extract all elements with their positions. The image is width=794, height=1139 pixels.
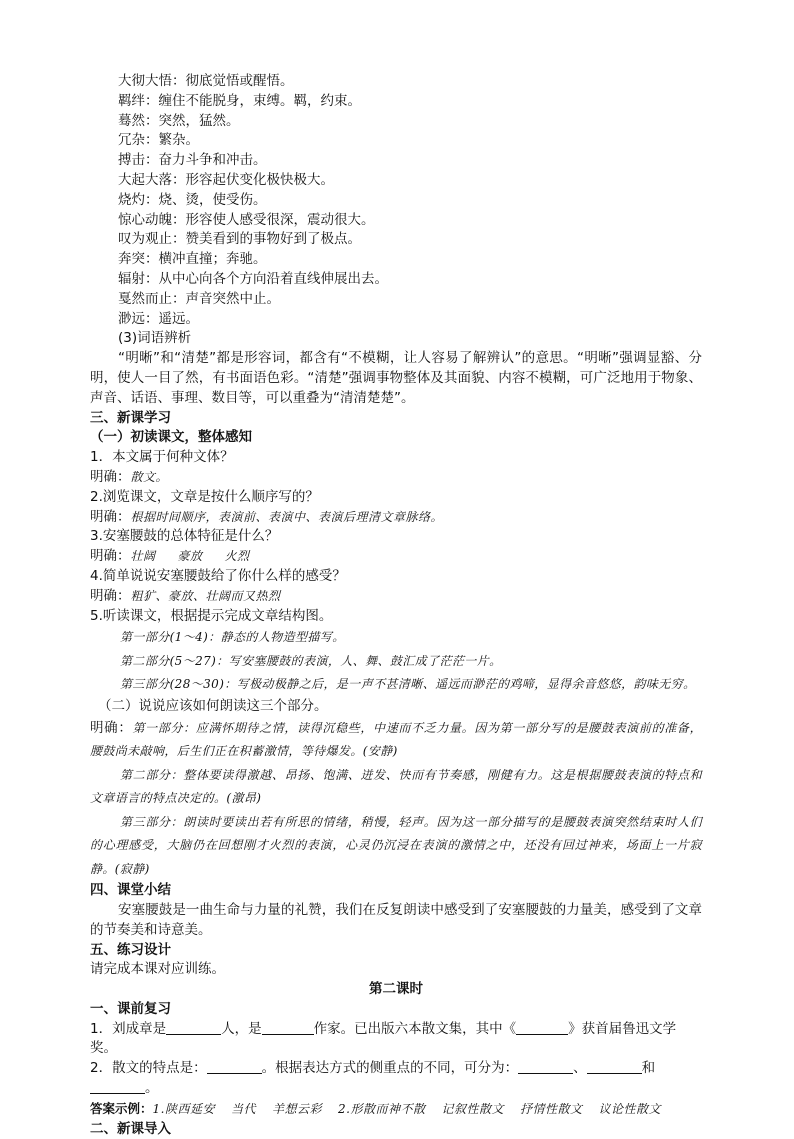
subsection-heading: （二）说说应该如何朗读这三个部分。 bbox=[98, 697, 328, 714]
summary-text: 安塞腰鼓是一曲生命与力量的礼赞，我们在反复朗读中感受到了安塞腰鼓的力量美，感受到了文章的节奏美和诗意美。 bbox=[90, 901, 702, 938]
answer bbox=[90, 587, 702, 607]
vocab-item: 冗杂：繁杂。 bbox=[118, 132, 199, 149]
fill-question-cont: 奖。 bbox=[90, 1040, 117, 1057]
answer-key: 答案示例：1.陕西延安 当代 羊想云彩 2.形散而神不散 记叙性散文 抒情性散文 议论性散文 bbox=[90, 1100, 661, 1116]
vocab-item: 辐射：从中心向各个方向沿着直线伸展出去。 bbox=[118, 270, 388, 287]
fill-question: 1．刘成章是 人，是 作家。已出版六本散文集，其中《 》获首届鲁迅文学 bbox=[90, 1020, 677, 1037]
section-heading: 三、新课学习 bbox=[90, 409, 171, 426]
question: 2.浏览课文，文章是按什么顺序写的？ bbox=[90, 488, 319, 505]
fill-blank bbox=[587, 1059, 642, 1074]
fill-blank bbox=[518, 1059, 573, 1074]
vocab-item: 大起大落：形容起伏变化极快极大。 bbox=[118, 171, 334, 188]
question: 4.简单说说安塞腰鼓给了你什么样的感受？ bbox=[90, 567, 346, 584]
practice-text: 请完成本课对应训练。 bbox=[90, 961, 225, 978]
vocab-item: 奔突：横冲直撞；奔驰。 bbox=[118, 251, 267, 268]
structure-part: 第一部分(1～4)：静态的人物造型描写。 bbox=[120, 630, 345, 645]
structure-part: 第三部分(28～30)：写极动极静之后，是一声不甚清晰、遥远而渺茫的鸡啼，显得余音悠悠，韵味无穷。 bbox=[120, 677, 696, 692]
section-heading: 四、课堂小结 bbox=[90, 882, 171, 899]
vocab-item: 烧灼：烧、烫，使受伤。 bbox=[118, 191, 267, 208]
reading-part: 第一部分：应满怀期待之情，读得沉稳些，中速而不乏力量。因为第一部分写的是腰鼓表演前的准备，腰鼓尚未敲响，后生们正在积蓄激情，等待爆发。(安静) bbox=[90, 720, 702, 759]
reading-guide bbox=[90, 717, 702, 764]
answer-label: 明确： bbox=[90, 548, 131, 565]
answer bbox=[90, 508, 702, 528]
structure-part: 第二部分(5～27)：写安塞腰鼓的表演，人、舞、鼓汇成了茫茫一片。 bbox=[120, 653, 502, 668]
vocab-item: 搏击：奋力斗争和冲击。 bbox=[118, 152, 267, 169]
answer bbox=[90, 468, 702, 488]
vocab-item: 大彻大悟：彻底觉悟或醒悟。 bbox=[118, 73, 294, 89]
fill-question-cont: 。 bbox=[90, 1079, 702, 1099]
reading-part: 第二部分：整体要读得激越、昂扬、饱满、迸发、快而有节奏感，刚健有力。这是根据腰鼓表演的特点和文章语言的特点决定的。(激昂) bbox=[90, 767, 702, 806]
answer-text: 根据时间顺序，表演前、表演中、表演后理清文章脉络。 bbox=[130, 509, 444, 524]
answer bbox=[90, 547, 702, 567]
section-heading: 二、新课导入 bbox=[90, 1120, 171, 1137]
vocab-list bbox=[90, 72, 702, 329]
fill-question: 2．散文的特点是： 。根据表达方式的侧重点的不同，可分为： 、 和 bbox=[90, 1060, 656, 1077]
vocab-item: 惊心动魄：形容使人感受很深，震动很大。 bbox=[118, 211, 375, 228]
answer-text: 火烈 bbox=[224, 549, 250, 564]
answer-label: 明确： bbox=[90, 508, 131, 525]
analysis-title: (3)词语辨析 bbox=[118, 330, 192, 347]
question: 5.听读课文，根据提示完成文章结构图。 bbox=[90, 607, 333, 624]
vocab-item: 戛然而止：声音突然中止。 bbox=[118, 290, 280, 307]
reading-part: 第三部分：朗读时要读出若有所思的情绪，稍慢，轻声。因为这一部分描写的是腰鼓表演突然结束时人们的心理感受，大脑仍在回想刚才火烈的表演，心灵仍沉浸在表演的激情之中，还没有回过神来，场面上一片寂静。(寂静) bbox=[90, 814, 702, 876]
fill-blank bbox=[516, 1020, 568, 1035]
answer-text: 散文。 bbox=[130, 469, 169, 484]
vocab-item: 羁绊：缠住不能脱身，束缚。羁，约束。 bbox=[118, 92, 361, 109]
question: 3.安塞腰鼓的总体特征是什么？ bbox=[90, 528, 279, 545]
fill-blank bbox=[262, 1020, 314, 1035]
section-heading: 一、课前复习 bbox=[90, 1000, 171, 1017]
section-heading: 五、练习设计 bbox=[90, 941, 171, 958]
analysis-text: “明晰”和“清楚”都是形容词，都含有“不模糊，让人容易了解辨认”的意思。“明晰”强调显豁、分明，使人一目了然，有书面语色彩。“清楚”强调事物整体及其面貌、内容不模糊，可广泛地用于物象、声音、话语、事理、数目等，可以重叠为“清清楚楚”。 bbox=[90, 350, 702, 406]
vocab-item: 渺远：遥远。 bbox=[118, 310, 199, 327]
answer-text: 豪放 bbox=[177, 549, 203, 564]
fill-blank bbox=[207, 1059, 262, 1074]
vocab-item: 蓦然：突然，猛然。 bbox=[118, 112, 240, 129]
answer-text: 粗犷、豪放、壮阔而又热烈 bbox=[130, 588, 281, 603]
lesson-title: 第二课时 bbox=[369, 981, 423, 998]
fill-blank bbox=[166, 1020, 221, 1035]
subsection-heading: （一）初读课文，整体感知 bbox=[90, 429, 252, 446]
answer-label: 明确： bbox=[90, 468, 131, 485]
answer-text: 壮阔 bbox=[130, 549, 156, 564]
vocab-item: 叹为观止：赞美看到的事物好到了极点。 bbox=[118, 231, 361, 248]
question: 1．本文属于何种文体？ bbox=[90, 449, 234, 466]
fill-blank bbox=[90, 1079, 145, 1094]
answer-label: 明确： bbox=[90, 719, 133, 736]
answer-label: 答案示例： bbox=[90, 1100, 153, 1116]
answer-label: 明确： bbox=[90, 587, 131, 604]
document-page bbox=[90, 72, 702, 1139]
